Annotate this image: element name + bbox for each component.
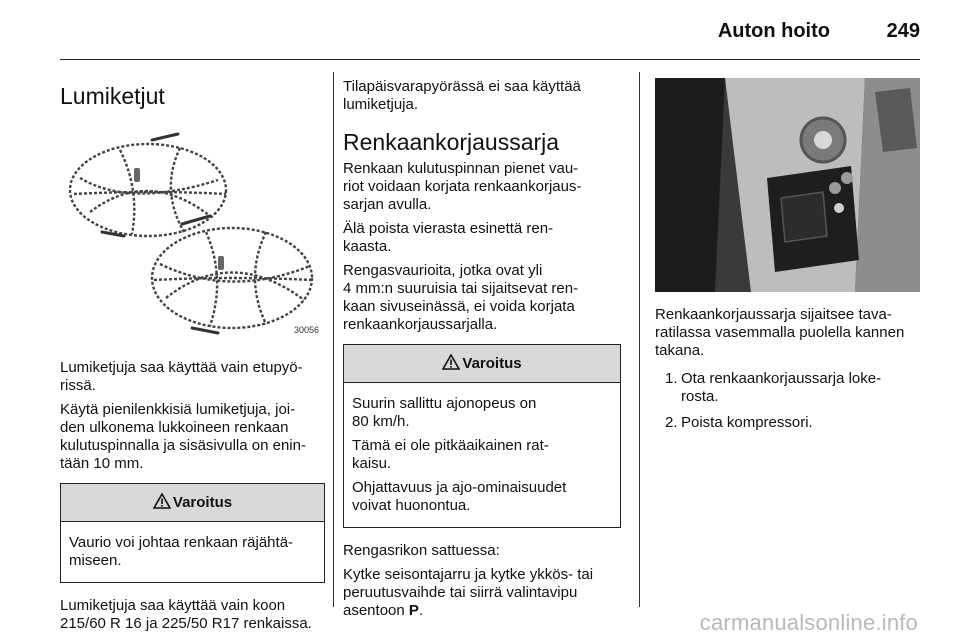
paragraph: Rengasrikon sattuessa:	[343, 542, 500, 559]
warning-triangle-icon	[442, 354, 460, 370]
figure-code: 30056	[293, 325, 319, 335]
page-number: 249	[886, 20, 920, 42]
watermark: carmanualsonline.info	[699, 610, 918, 635]
paragraph: Renkaan kulutuspinnan pienet vau- riot voidaan korjata renkaankorjaus- sarjan avulla.	[343, 160, 582, 213]
warning-box	[343, 344, 621, 528]
list-item	[655, 370, 923, 406]
running-header-title: Auton hoito	[717, 20, 830, 42]
section-heading-lumiketjut: Lumiketjut	[60, 83, 165, 109]
paragraph: Käytä pienilenkkisiä lumiketjuja, joi- den ulkonema lukkoineen renkaan kulutuspinnalla ja sisäsivulla on enin- tään 10 mm.	[60, 401, 306, 472]
paragraph-text: Kytke seisontajarru ja kytke ykkös- tai peruutusvaihde tai siirrä valintavipu asentoon	[343, 566, 594, 619]
step-number: 2.	[665, 414, 678, 431]
gear-position-p: P	[408, 602, 419, 619]
paragraph: Rengasvaurioita, jotka ovat yli 4 mm:n suuruisia tai sijaitsevat ren- kaan sivuseinässä, ei voida korjata renkaankorjaussarjalla.	[343, 262, 579, 333]
warning-body	[344, 383, 620, 527]
steps-list	[655, 370, 923, 432]
warning-header	[344, 345, 620, 383]
paragraph: Lumiketjuja saa käyttää vain etupyö- rissä.	[60, 359, 303, 394]
step-text: Ota renkaankorjaussarja loke- rosta.	[681, 370, 882, 405]
step-text: Poista kompressori.	[681, 414, 813, 431]
paragraph: Älä poista vierasta esinettä ren- kaasta.	[343, 220, 554, 255]
repair-kit-photo	[655, 78, 920, 292]
cargo-compartment-photo	[655, 78, 920, 292]
column-divider	[639, 72, 640, 607]
column-2	[343, 78, 621, 626]
warning-box	[60, 483, 325, 583]
snow-chains-drawing	[60, 128, 325, 343]
warning-text: Ohjattavuus ja ajo-ominaisuudet voivat huonontua.	[352, 479, 567, 514]
column-3	[655, 72, 923, 440]
list-item	[655, 414, 923, 432]
warning-text: Tämä ei ole pitkäaikainen rat- kaisu.	[352, 437, 549, 472]
warning-text: Vaurio voi johtaa renkaan räjähtä- miseen.	[69, 534, 294, 569]
paragraph	[343, 566, 621, 620]
column-divider	[333, 72, 334, 607]
warning-text: Suurin sallittu ajonopeus on 80 km/h.	[352, 395, 537, 430]
warning-header	[61, 484, 324, 522]
step-number: 1.	[665, 370, 678, 387]
warning-title: Varoitus	[172, 494, 233, 511]
snow-chains-illustration	[60, 128, 325, 343]
section-heading-renkaankorjaussarja: Renkaankorjaussarja	[343, 129, 560, 155]
warning-body	[61, 522, 324, 582]
paragraph: Tilapäisvarapyörässä ei saa käyttää lumiketjuja.	[343, 78, 581, 113]
paragraph-end: .	[418, 602, 424, 619]
header-rule	[60, 59, 920, 60]
paragraph: Lumiketjuja saa käyttää vain koon 215/60 R 16 ja 225/50 R17 renkaissa.	[60, 597, 312, 632]
warning-title: Varoitus	[462, 355, 522, 372]
column-1	[60, 72, 325, 639]
warning-triangle-icon	[153, 493, 171, 509]
photo-caption: Renkaankorjaussarja sijaitsee tava- ratilassa vasemmalla puolella kannen takana.	[655, 306, 905, 359]
